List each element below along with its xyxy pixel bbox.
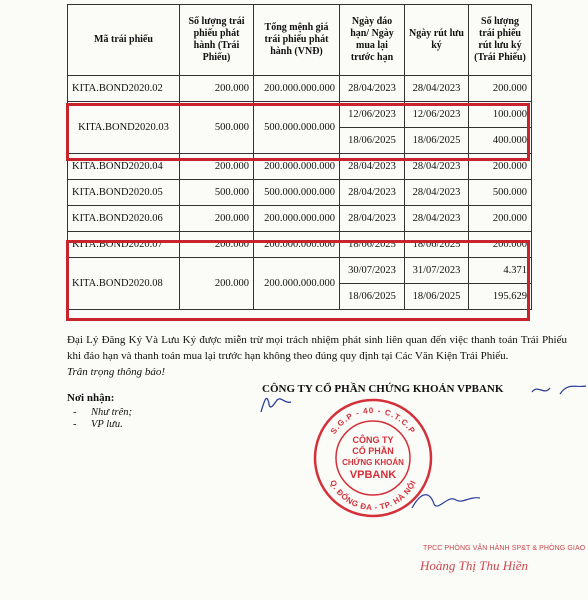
total-face-value: 200.000.000.000: [254, 154, 340, 180]
issued-quantity: 500.000: [180, 102, 254, 154]
withdraw-date: 12/06/2023: [405, 102, 469, 128]
withdraw-quantity: 500.000: [469, 180, 532, 206]
maturity-date: 28/04/2023: [340, 180, 405, 206]
header-maturity-date: Ngày đáo hạn/ Ngày mua lại trước hạn: [340, 5, 405, 76]
list-item: - VP lưu.: [73, 419, 123, 430]
bond-code: KITA.BOND2020.06: [68, 206, 180, 232]
withdraw-date: 28/04/2023: [405, 206, 469, 232]
total-face-value: 200.000.000.000: [254, 258, 340, 310]
issued-quantity: 200.000: [180, 206, 254, 232]
table-row: [68, 180, 532, 206]
maturity-date: 18/06/2025: [340, 128, 405, 154]
total-face-value: 200.000.000.000: [254, 206, 340, 232]
issued-quantity: 200.000: [180, 258, 254, 310]
maturity-date: 28/04/2023: [340, 76, 405, 102]
bond-table: [67, 4, 532, 310]
withdraw-date: 18/06/2025: [405, 284, 469, 310]
signature-main-icon: [408, 486, 484, 514]
header-issued-quantity: Số lượng trái phiếu phát hành (Trái Phiếu): [180, 5, 254, 76]
table-row: [68, 258, 532, 284]
withdraw-date: 18/06/2025: [405, 232, 469, 258]
maturity-date: 28/04/2023: [340, 154, 405, 180]
maturity-date: 18/06/2025: [340, 284, 405, 310]
signature-scribble-icon: [530, 378, 588, 400]
withdraw-date: 18/06/2025: [405, 128, 469, 154]
bond-code: KITA.BOND2020.08: [68, 258, 180, 310]
header-total-face-value: Tổng mệnh giá trái phiếu phát hành (VNĐ): [254, 5, 340, 76]
bond-code: KITA.BOND2020.04: [68, 154, 180, 180]
withdraw-quantity: 200.000: [469, 206, 532, 232]
withdraw-quantity: 200.000: [469, 232, 532, 258]
total-face-value: 200.000.000.000: [254, 232, 340, 258]
withdraw-quantity: 200.000: [469, 76, 532, 102]
maturity-date: 28/04/2023: [340, 206, 405, 232]
withdraw-date: 28/04/2023: [405, 180, 469, 206]
issued-quantity: 200.000: [180, 76, 254, 102]
maturity-date: 30/07/2023: [340, 258, 405, 284]
signer-name: Hoàng Thị Thu Hiền: [420, 558, 528, 573]
withdraw-date: 28/04/2023: [405, 76, 469, 102]
bond-code: KITA.BOND2020.05: [68, 180, 180, 206]
company-name: CÔNG TY CỔ PHẦN CHỨNG KHOÁN VPBANK: [262, 383, 504, 395]
header-withdraw-date: Ngày rút lưu ký: [405, 5, 469, 76]
withdraw-quantity: 100.000: [469, 102, 532, 128]
total-face-value: 500.000.000.000: [254, 180, 340, 206]
header-bond-code: Mã trái phiếu: [68, 5, 180, 76]
disclaimer-paragraph: Đại Lý Đăng Ký Và Lưu Ký được miễn trừ mọi trách nhiệm phát sinh liên quan đến việc thanh toán Trái Phiếu khi đáo hạn và thanh toán mua lại trước hạn không theo đúng quy định tại Các Văn Kiện Trái Phiếu.: [67, 334, 567, 362]
header-withdraw-quantity: Số lượng trái phiếu rút lưu ký (Trái Phiếu): [469, 5, 532, 76]
total-face-value: 200.000.000.000: [254, 76, 340, 102]
closing-regards: Trân trọng thông báo!: [67, 366, 166, 378]
table-row: [68, 154, 532, 180]
withdraw-date: 31/07/2023: [405, 258, 469, 284]
withdraw-quantity: 200.000: [469, 154, 532, 180]
withdraw-quantity: 400.000: [469, 128, 532, 154]
svg-text:S.G.P - 40 - C.T.C.P: S.G.P - 40 - C.T.C.P: [328, 405, 418, 436]
svg-text:Q. ĐỐNG ĐA - TP. HÀ NỘI: Q. ĐỐNG ĐA - TP. HÀ NỘI: [328, 478, 418, 513]
bond-code: KITA.BOND2020.02: [68, 76, 180, 102]
table-row: [68, 76, 532, 102]
signer-title: TPCC PHÒNG VẬN HÀNH SP&T & PHÒNG GIAO: [423, 545, 586, 552]
svg-text:CHỨNG KHOÁN: CHỨNG KHOÁN: [342, 458, 404, 467]
recipients-list: [73, 407, 132, 431]
withdraw-date: 28/04/2023: [405, 154, 469, 180]
table-row: [68, 232, 532, 258]
issued-quantity: 200.000: [180, 154, 254, 180]
svg-text:CÔNG TY: CÔNG TY: [352, 435, 394, 445]
issued-quantity: 200.000: [180, 232, 254, 258]
maturity-date: 12/06/2023: [340, 102, 405, 128]
maturity-date: 18/06/2025: [340, 232, 405, 258]
table-header-row: [68, 5, 532, 76]
table-row: [68, 206, 532, 232]
recipients-title: Nơi nhận:: [67, 392, 115, 404]
withdraw-quantity: 4.371: [469, 258, 532, 284]
list-item: - Như trên;: [73, 407, 133, 418]
table-row: [68, 102, 532, 128]
signature-initial-icon: [255, 390, 295, 418]
bond-code: KITA.BOND2020.07: [68, 232, 180, 258]
bond-code: KITA.BOND2020.03: [68, 102, 180, 154]
svg-text:CỔ PHẦN: CỔ PHẦN: [352, 446, 394, 456]
svg-text:VPBANK: VPBANK: [349, 469, 397, 481]
withdraw-quantity: 195.629: [469, 284, 532, 310]
total-face-value: 500.000.000.000: [254, 102, 340, 154]
issued-quantity: 500.000: [180, 180, 254, 206]
